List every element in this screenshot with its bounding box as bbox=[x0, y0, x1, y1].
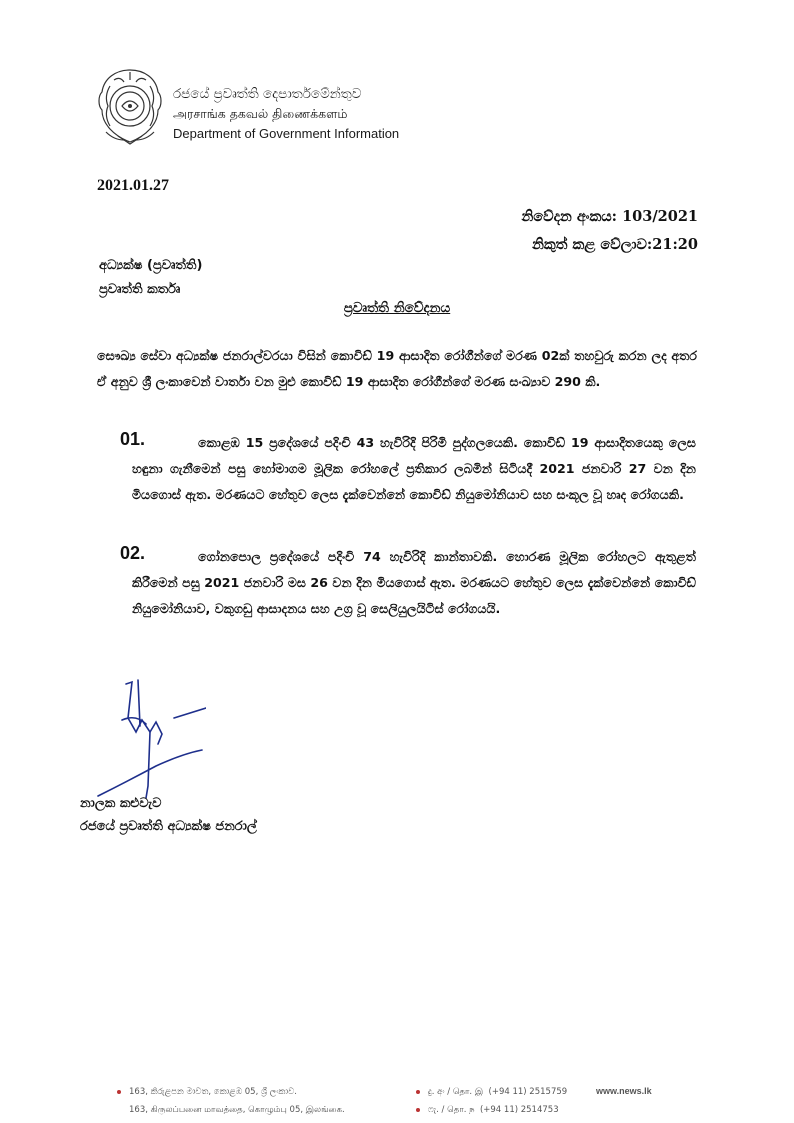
item-text: ගෝනපොල ප්‍රදේශයේ පදිංචි 74 හැවිරිදි කාන්තාවකි. හොරණ මූලික රෝහලට ඇතුළත් කිරීමෙන් පසු 2021 ජනවාරි මස 26 වන දින මියගොස් ඇත. මරණයට හේතුව ලෙස දැක්වෙන්නේ කොවිඩ් නියුමෝනියාව, වකුගඩු ආසාදනය සහ උග්‍ර වූ සෙලියුලයිටිස් රෝගයයි. bbox=[132, 549, 696, 616]
item-number: 02. bbox=[120, 543, 146, 563]
signature-image bbox=[96, 674, 206, 802]
footer-contact bbox=[416, 1083, 567, 1119]
footer-fax-row bbox=[416, 1101, 567, 1119]
item-number: 01. bbox=[120, 429, 146, 449]
document-heading-wrapper bbox=[0, 300, 794, 316]
addressee-line-2: ප්‍රවෘත්ති කර්තෘ bbox=[99, 282, 181, 297]
department-name-english: Department of Government Information bbox=[173, 126, 400, 141]
footer-address-tamil: 163, கிருலப்பனை மாவத்தை, கொழும்பு 05, இலங்கை. bbox=[129, 1105, 345, 1115]
phone-icon bbox=[416, 1090, 420, 1094]
footer-address-tamil-row bbox=[117, 1101, 345, 1119]
location-icon bbox=[117, 1090, 121, 1094]
release-date: 2021.01.27 bbox=[97, 177, 169, 194]
government-emblem-icon bbox=[94, 66, 166, 148]
footer-address-sinhala-row bbox=[117, 1083, 345, 1101]
document-heading: ප්‍රවෘත්ති නිවේදනය bbox=[343, 300, 451, 316]
footer-tel-label: දු. අං / தொ. இ bbox=[428, 1087, 484, 1097]
footer-tel-row bbox=[416, 1083, 567, 1101]
signatory-name: නාලක කළුවැව bbox=[80, 796, 162, 811]
footer-address-sinhala: 163, කිරුළපන මාවත, කොළඹ 05, ශ්‍රී ලංකාව. bbox=[129, 1087, 297, 1097]
release-time: නිකුත් කළ වේලාව:21:20 bbox=[532, 236, 698, 253]
addressee-line-1: අධ්‍යක්ෂ (ප්‍රවෘත්ති) bbox=[99, 258, 203, 273]
footer-fax-label: ෆැ. / தொ. ந bbox=[428, 1105, 475, 1115]
department-name-tamil: அரசாங்க தகவல் திணைக்களம் bbox=[173, 106, 348, 121]
footer-address bbox=[117, 1083, 345, 1119]
signatory-title: රජයේ ප්‍රවෘත්ති අධ්‍යක්ෂ ජනරාල් bbox=[80, 819, 257, 834]
item-text: කොළඹ 15 ප්‍රදේශයේ පදිංචි 43 හැවිරිදි පිරිමි පුද්ගලයෙකි. කොවිඩ් 19 ආසාදිතයෙකු ලෙස හඳුනා ගැනීමෙන් පසු හෝමාගම මූලික රෝහලේ ප්‍රතිකාර ලබමින් සිටියදී 2021 ජනවාරි 27 වන දින මියගොස් ඇත. මරණයට හේතුව ලෙස දැක්වෙන්නේ කොවිඩ් නියුමෝනියාව සහ සංකූල වූ හෘද රෝගයකි. bbox=[132, 435, 696, 502]
fax-icon bbox=[416, 1108, 420, 1112]
footer-tel: (+94 11) 2515759 bbox=[488, 1087, 568, 1097]
footer-website[interactable]: www.news.lk bbox=[596, 1086, 652, 1096]
intro-paragraph: සෞඛ්‍ය සේවා අධ්‍යක්ෂ ජනරාල්වරයා විසින් කොවිඩ් 19 ආසාදිත රෝගීන්ගේ මරණ 02ක් තහවුරු කරන ලද අතර ඒ අනුව ශ්‍රී ලංකාවෙන් වාර්තා වන මුළු කොවිඩ් 19 ආසාදිත රෝගීන්ගේ මරණ සංඛ්‍යාව 290 කි. bbox=[97, 348, 697, 389]
release-number: නිවේදන අංකය: 103/2021 bbox=[521, 208, 698, 225]
department-name-sinhala: රජයේ ප්‍රවෘත්ති දෙපාර්තමේන්තුව bbox=[173, 86, 362, 102]
footer-fax: (+94 11) 2514753 bbox=[479, 1105, 559, 1115]
